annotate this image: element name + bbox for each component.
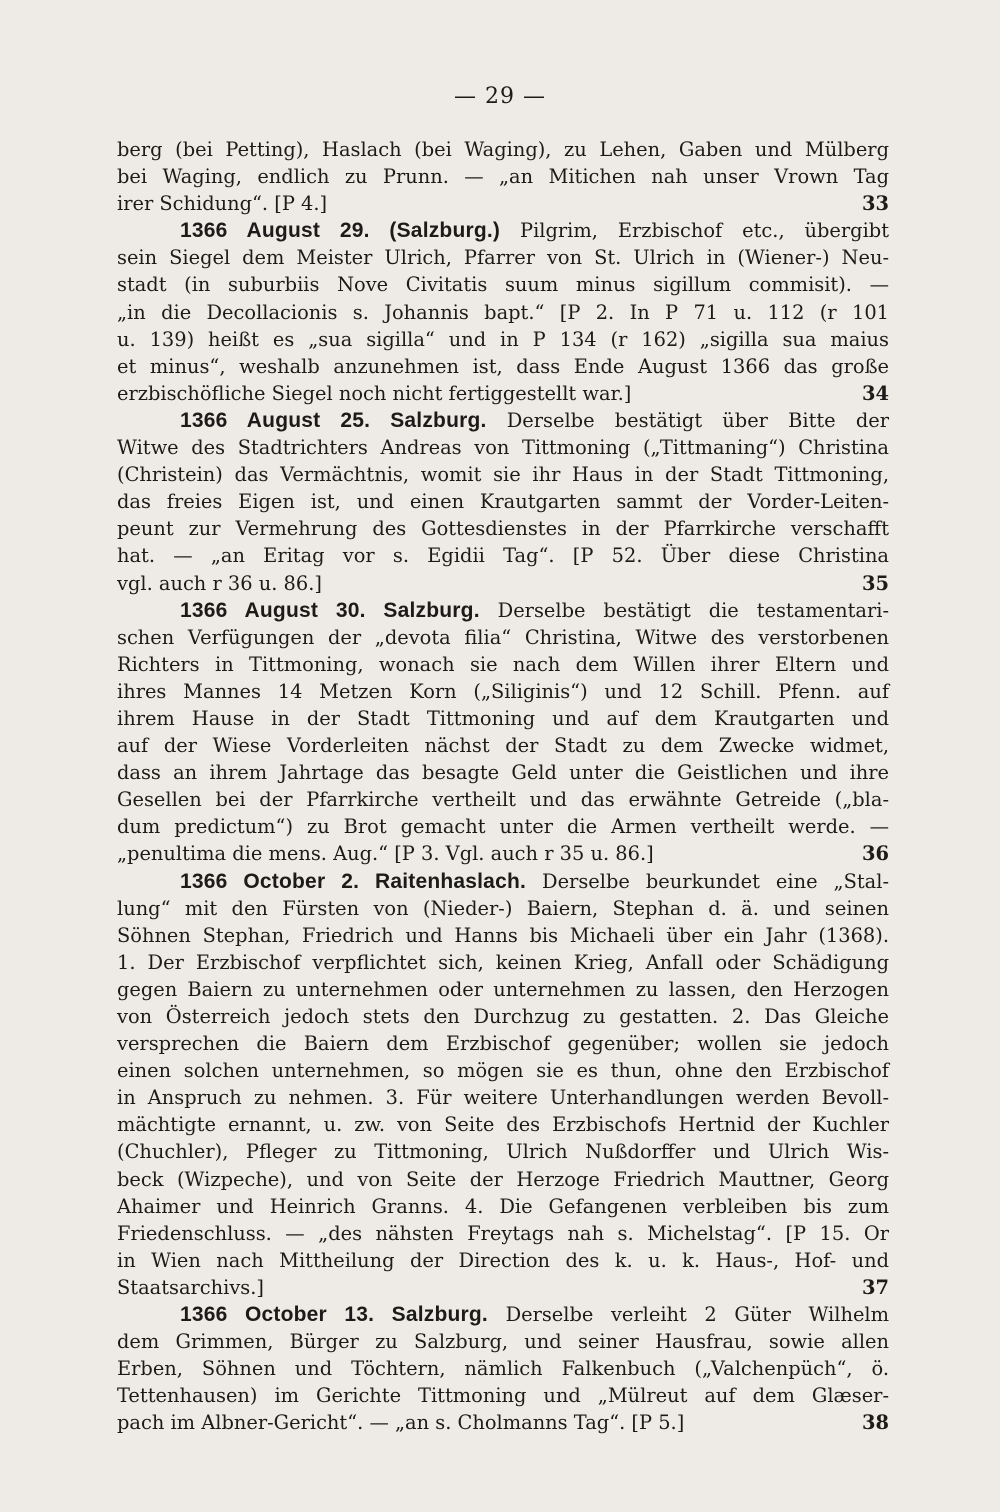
text-line xyxy=(117,163,889,190)
text-line xyxy=(117,705,889,732)
text-line xyxy=(117,1409,889,1436)
text-line xyxy=(117,840,889,867)
line-text: von Österreich jedoch stets den Durchzug zu gestatten. 2. Das Gleiche xyxy=(117,1005,889,1028)
line-text: peunt zur Vermehrung des Gottesdienstes in der Pfarrkirche verschafft xyxy=(117,517,889,541)
text-line xyxy=(117,1111,889,1138)
entry-number: 36 xyxy=(862,842,889,866)
entry-heading: 1366 October 13. Salzburg. xyxy=(180,1303,488,1327)
entry-number: 33 xyxy=(862,192,889,216)
text-line xyxy=(117,217,889,244)
text-line xyxy=(117,759,889,786)
text-line xyxy=(117,461,889,488)
line-text: „in die Decollacionis s. Johannis bapt.“ [P 2. In P 71 u. 112 (r 101 xyxy=(117,300,889,324)
line-text: Derselbe beurkundet eine „Stal- xyxy=(542,869,889,893)
line-text: ihres Mannes 14 Metzen Korn („Siliginis“) und 12 Schill. Pfenn. auf xyxy=(117,679,889,703)
text-line xyxy=(117,244,889,271)
line-text: sein Siegel dem Meister Ulrich, Pfarrer von St. Ulrich in (Wiener-) Neu- xyxy=(117,246,889,270)
line-text: Richters in Tittmoning, wonach sie nach dem Willen ihrer Eltern und xyxy=(117,652,889,676)
line-text: et minus“, weshalb anzunehmen ist, dass Ende August 1366 das große xyxy=(117,354,889,378)
line-text: dem Grimmen, Bürger zu Salzburg, und seiner Hausfrau, sowie allen xyxy=(117,1330,889,1354)
text-line xyxy=(117,597,889,624)
text-line xyxy=(117,895,889,922)
text-line xyxy=(117,786,889,813)
text-line xyxy=(117,1301,889,1328)
text-line xyxy=(117,1003,889,1030)
text-line xyxy=(117,732,889,759)
line-text: auf der Wiese Vorderleiten nächst der Stadt zu dem Zwecke widmet, xyxy=(117,734,889,758)
text-line xyxy=(117,1220,889,1247)
line-text: Ahaimer und Heinrich Granns. 4. Die Gefangenen verbleiben bis zum xyxy=(117,1194,889,1218)
line-text: gegen Baiern zu unternehmen oder unternehmen zu lassen, den Herzogen xyxy=(117,977,889,1001)
line-text: Gesellen bei der Pfarrkirche vertheilt und das erwähnte Getreide („bla- xyxy=(117,788,889,812)
line-text: mächtigte ernannt, u. zw. von Seite des Erzbischofs Hertnid der Kuchler xyxy=(117,1113,889,1137)
text-line xyxy=(117,868,889,895)
page-number: — 29 — xyxy=(454,84,546,109)
text-line xyxy=(117,380,889,407)
text-line xyxy=(117,949,889,976)
text-line xyxy=(117,407,889,434)
text-line xyxy=(117,651,889,678)
line-text: beck (Wizpeche), und von Seite der Herzoge Friedrich Mauttner, Georg xyxy=(117,1167,889,1191)
line-text: u. 139) heißt es „sua sigilla“ und in P 134 (r 162) „sigilla sua maius xyxy=(117,327,889,351)
line-text: Witwe des Stadtrichters Andreas von Tittmoning („Tittmaning“) Christina xyxy=(117,436,889,460)
line-text: Staatsarchivs.] xyxy=(117,1275,264,1299)
text-line xyxy=(117,1193,889,1220)
line-text: 1. Der Erzbischof verpflichtet sich, keinen Krieg, Anfall oder Schädigung xyxy=(117,950,889,974)
line-text: in Anspruch zu nehmen. 3. Für weitere Unterhandlungen werden Bevoll- xyxy=(117,1086,889,1110)
text-line xyxy=(117,1057,889,1084)
line-text: versprechen die Baiern dem Erzbischof gegenüber; wollen sie jedoch xyxy=(117,1032,889,1056)
line-text: Friedenschluss. — „des nähsten Freytags nah s. Michelstag“. [P 15. Or xyxy=(117,1221,889,1245)
entry-heading: 1366 August 25. Salzburg. xyxy=(180,408,487,432)
line-text: Söhnen Stephan, Friedrich und Hanns bis Michaeli über ein Jahr (1368). xyxy=(117,923,889,947)
line-text: in Wien nach Mittheilung der Direction des k. u. k. Haus-, Hof- und xyxy=(117,1248,889,1272)
line-text: lung“ mit den Fürsten von (Nieder-) Baiern, Stephan d. ä. und seinen xyxy=(117,896,889,920)
line-text: Derselbe verleiht 2 Güter Wilhelm xyxy=(505,1303,890,1327)
text-line xyxy=(117,1328,889,1355)
line-text: Tettenhausen) im Gerichte Tittmoning und „Mülreut auf dem Glæser- xyxy=(117,1384,889,1408)
text-line xyxy=(117,542,889,569)
entry-number: 34 xyxy=(862,381,889,405)
line-text: Erben, Söhnen und Töchtern, nämlich Falkenbuch („Valchenpüch“, ö. xyxy=(117,1357,889,1381)
line-text: Derselbe bestätigt die testamentari- xyxy=(497,598,889,622)
line-text: irer Schidung“. [P 4.] xyxy=(117,192,328,216)
text-line xyxy=(117,1030,889,1057)
text-line xyxy=(117,976,889,1003)
entry-number: 38 xyxy=(862,1411,889,1435)
text-line xyxy=(117,136,889,163)
line-text: einen solchen unternehmen, so mögen sie es thun, ohne den Erzbischof xyxy=(117,1059,889,1083)
line-text: Pilgrim, Erzbischof etc., übergibt xyxy=(520,219,889,243)
entry-number: 37 xyxy=(862,1275,889,1299)
text-line xyxy=(117,678,889,705)
text-line xyxy=(117,1138,889,1165)
text-line xyxy=(117,326,889,353)
line-text: (Chuchler), Pfleger zu Tittmoning, Ulrich Nußdorffer und Ulrich Wis- xyxy=(117,1140,889,1164)
entry-heading: 1366 August 30. Salzburg. xyxy=(180,598,480,622)
text-line xyxy=(117,570,889,597)
text-line xyxy=(117,299,889,326)
line-text: (Christein) das Vermächtnis, womit sie ihr Haus in der Stadt Tittmoning, xyxy=(117,463,889,487)
regesta-text xyxy=(117,136,889,1437)
text-line xyxy=(117,1166,889,1193)
text-line xyxy=(117,515,889,542)
text-line xyxy=(117,1247,889,1274)
text-line xyxy=(117,1382,889,1409)
text-line xyxy=(117,434,889,461)
line-text: dass an ihrem Jahrtage das besagte Geld unter die Geistlichen und ihre xyxy=(117,761,889,785)
line-text: schen Verfügungen der „devota filia“ Christina, Witwe des verstorbenen xyxy=(117,625,889,649)
line-text: „penultima die mens. Aug.“ [P 3. Vgl. auch r 35 u. 86.] xyxy=(117,842,654,866)
text-line xyxy=(117,813,889,840)
text-line xyxy=(117,624,889,651)
line-text: bei Waging, endlich zu Prunn. — „an Mitichen nah unser Vrown Tag xyxy=(117,165,889,189)
text-line xyxy=(117,1274,889,1301)
line-text: das freies Eigen ist, und einen Krautgarten sammt der Vorder-Leiten- xyxy=(117,490,889,514)
text-line xyxy=(117,1084,889,1111)
entry-number: 35 xyxy=(862,571,889,595)
text-line xyxy=(117,190,889,217)
line-text: Derselbe bestätigt über Bitte der xyxy=(506,408,889,432)
line-text: ihrem Hause in der Stadt Tittmoning und auf dem Krautgarten und xyxy=(117,706,889,730)
text-line xyxy=(117,271,889,298)
line-text: hat. — „an Eritag vor s. Egidii Tag“. [P 52. Über diese Christina xyxy=(117,544,889,568)
line-text: vgl. auch r 36 u. 86.] xyxy=(117,571,322,595)
text-line xyxy=(117,922,889,949)
line-text: pach im Albner-Gericht“. — „an s. Cholmanns Tag“. [P 5.] xyxy=(117,1411,685,1435)
line-text: berg (bei Petting), Haslach (bei Waging), zu Lehen, Gaben und Mülberg xyxy=(117,138,889,161)
line-text: stadt (in suburbiis Nove Civitatis suum minus sigillum commisit). — xyxy=(117,273,889,297)
text-line xyxy=(117,488,889,515)
line-text: erzbischöfliche Siegel noch nicht fertiggestellt war.] xyxy=(117,381,632,405)
entry-heading: 1366 October 2. Raitenhaslach. xyxy=(180,869,527,893)
entry-heading: 1366 August 29. (Salzburg.) xyxy=(180,219,501,243)
text-line xyxy=(117,1355,889,1382)
text-line xyxy=(117,353,889,380)
line-text: dum predictum“) zu Brot gemacht unter die Armen vertheilt werde. — xyxy=(117,815,889,839)
